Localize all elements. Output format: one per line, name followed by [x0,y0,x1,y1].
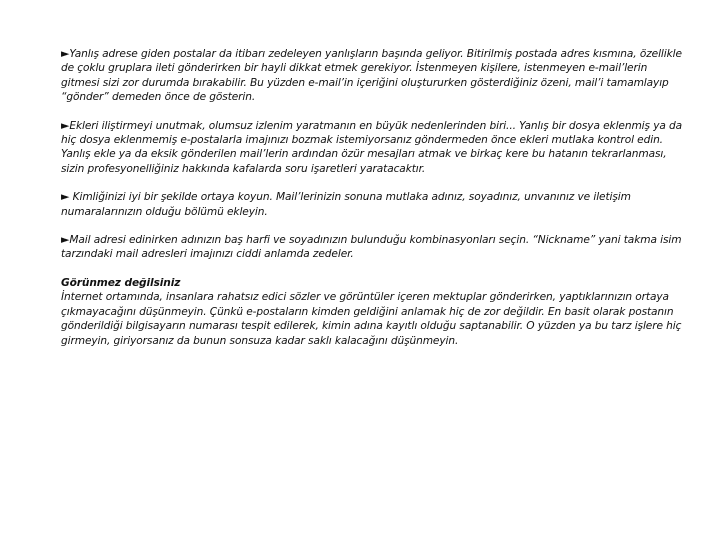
bullet-arrow-icon: ► [61,190,70,204]
paragraph-text: Kimliğinizi iyi bir şekilde ortaya koyun. Mail’lerinizin sonuna mutlaka adınız, soyadınız, unvanınız ve iletişim numaralarınızın olduğu bölümü ekleyin. [61,191,631,218]
bullet-paragraph-wrong-address [61,47,683,105]
section-body-text: İnternet ortamında, insanlara rahatsız edici sözler ve görüntüler içeren mektuplar gönderirken, yaptıklarınızın ortaya çıkmayacağını düşünmeyin. Çünkü e-postaların kimden geldiğini anlamak hiç de zor değildir. En basit olarak postanın gönderildiği bilgisayarın numarası tespit edilerek, kimin adına kayıtlı olduğu saptanabilir. O yüzden ya bu tarz işlere hiç girmeyin, giriyorsanız da bunun sonsuza kadar saklı kalacağını düşünmeyin. [61,291,682,347]
bullet-arrow-icon: ► [61,118,70,132]
text-body [61,47,683,348]
paragraph-text: Ekleri iliştirmeyi unutmak, olumsuz izlenim yaratmanın en büyük nedenlerinden biri... Yanlış bir dosya eklenmiş ya da hiç dosya eklenmemiş e-postalarla imajınızı bozmak istemiyorsanız göndermeden önce ekleri mutlaka kontrol edin. Yanlış ekle ya da eksik gönderilen mail’lerin ardından özür mesajları atmak ve birkaç kere bu hatanın tekrarlanması, sizin profesyonelliğiniz hakkında kafalarda soru işaretleri yaratacaktır. [61,119,683,175]
bullet-paragraph-identity [61,190,683,219]
paragraph-text: Yanlış adrese giden postalar da itibarı zedeleyen yanlışların başında geliyor. Bitirilmiş postada adres kısmına, özellikle de çoklu gruplara ileti gönderirken bir hayli dikkat etmek gerekiyor. İstenmeyen kişilere, istenmeyen e-mail’lerin gitmesi sizi zor durumda bırakabilir. Bu yüzden e-mail’in içeriğini oluştururken gösterdiğiniz özeni, mail’i tamamlayıp “gönder” demeden önce de gösterin. [61,48,682,104]
bullet-arrow-icon: ► [61,47,70,60]
paragraph-text: Mail adresi edinirken adınızın baş harfi ve soyadınızın bulunduğu kombinasyonları seçin. “Nickname” yani takma isim tarzındaki mail adresleri imajınızı ciddi anlamda zedeler. [61,234,682,261]
section-not-invisible [61,276,683,348]
bullet-paragraph-attachments [61,119,683,177]
bullet-paragraph-mail-address [61,233,683,262]
section-heading: Görünmez değilsiniz [61,276,181,289]
bullet-arrow-icon: ► [61,233,70,247]
